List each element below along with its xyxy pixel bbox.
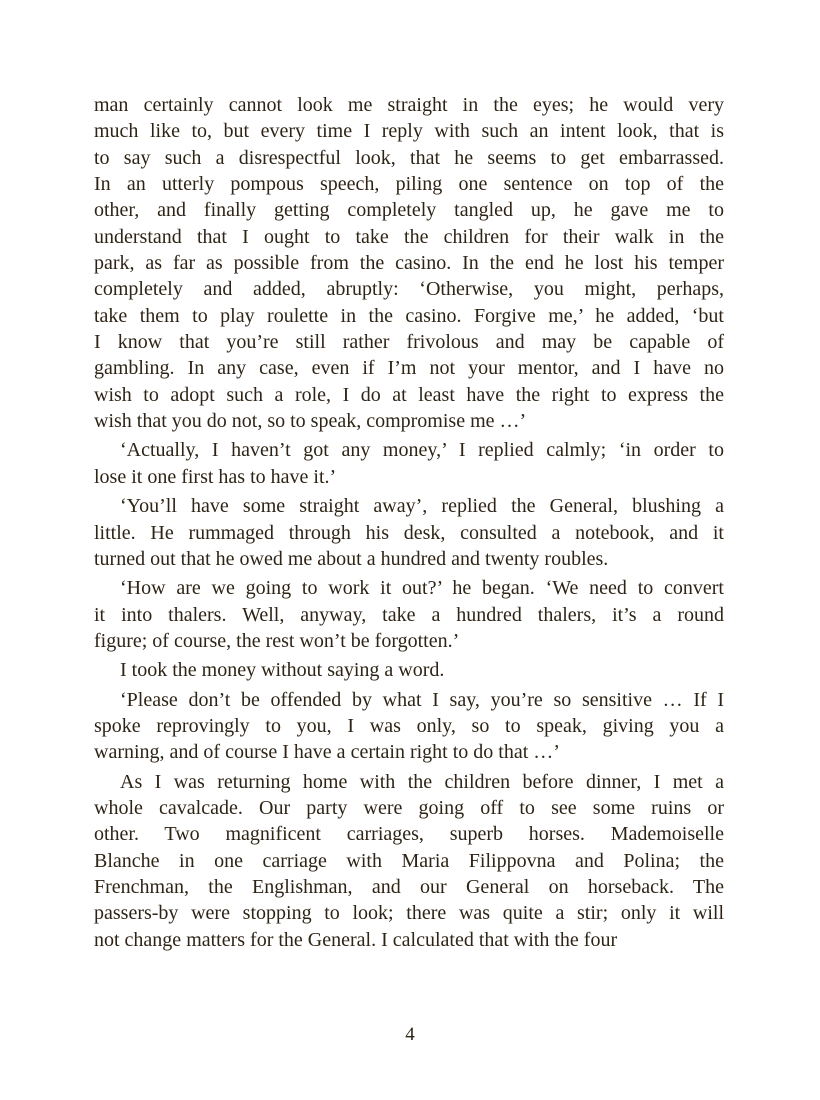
text-line: completely and added, abruptly: ‘Otherwise, you might, perhaps, xyxy=(94,278,724,301)
paragraph xyxy=(94,437,724,490)
paragraph xyxy=(94,657,724,683)
text-line: wish that you do not, so to speak, compromise me …’ xyxy=(94,410,527,433)
text-line: to say such a disrespectful look, that he seems to get embarrassed. xyxy=(94,146,724,169)
text-line: whole cavalcade. Our party were going off to see some ruins or xyxy=(94,796,724,819)
text-line: park, as far as possible from the casino. In the end he lost his temper xyxy=(94,252,724,275)
text-line: I took the money without saying a word. xyxy=(120,659,445,682)
text-line: it into thalers. Well, anyway, take a hundred thalers, it’s a round xyxy=(94,603,724,626)
text-line: In an utterly pompous speech, piling one sentence on top of the xyxy=(94,173,724,196)
paragraph xyxy=(94,687,724,766)
text-line: Blanche in one carriage with Maria Filippovna and Polina; the xyxy=(94,849,724,872)
text-line: man certainly cannot look me straight in the eyes; he would very xyxy=(94,94,724,116)
text-line: spoke reprovingly to you, I was only, so to speak, giving you a xyxy=(94,714,724,737)
paragraph xyxy=(94,575,724,654)
text-line: figure; of course, the rest won’t be forgotten.’ xyxy=(94,629,460,652)
text-line: ‘Actually, I haven’t got any money,’ I replied calmly; ‘in order to xyxy=(120,439,724,462)
text-line: understand that I ought to take the children for their walk in the xyxy=(94,225,724,248)
text-line: As I was returning home with the children before dinner, I met a xyxy=(120,770,724,793)
page-number: 4 xyxy=(405,1024,415,1045)
text-line: much like to, but every time I reply with such an intent look, that is xyxy=(94,120,724,143)
text-line: wish to adopt such a role, I do at least have the right to express the xyxy=(94,383,724,406)
text-line: ‘You’ll have some straight away’, replied the General, blushing a xyxy=(120,495,724,518)
paragraph xyxy=(94,92,724,434)
paragraph xyxy=(94,493,724,572)
paragraph xyxy=(94,769,724,953)
text-line: Frenchman, the Englishman, and our General on horseback. The xyxy=(94,875,724,898)
text-line: little. He rummaged through his desk, consulted a notebook, and it xyxy=(94,521,724,544)
text-line: passers-by were stopping to look; there was quite a stir; only it will xyxy=(94,902,724,925)
text-line: lose it one first has to have it.’ xyxy=(94,465,337,488)
text-line: take them to play roulette in the casino. Forgive me,’ he added, ‘but xyxy=(94,304,724,327)
text-line: turned out that he owed me about a hundred and twenty roubles. xyxy=(94,547,609,570)
text-line: gambling. In any case, even if I’m not your mentor, and I have no xyxy=(94,357,724,380)
text-line: ‘How are we going to work it out?’ he began. ‘We need to convert xyxy=(120,577,724,600)
text-line: I know that you’re still rather frivolous and may be capable of xyxy=(94,331,724,354)
text-line: other, and finally getting completely tangled up, he gave me to xyxy=(94,199,724,222)
text-line: ‘Please don’t be offended by what I say, you’re so sensitive … If I xyxy=(120,688,724,711)
text-line: other. Two magnificent carriages, superb horses. Mademoiselle xyxy=(94,823,724,846)
text-line: not change matters for the General. I calculated that with the four xyxy=(94,928,618,951)
text-line: warning, and of course I have a certain right to do that …’ xyxy=(94,741,560,764)
page-text xyxy=(94,92,724,953)
